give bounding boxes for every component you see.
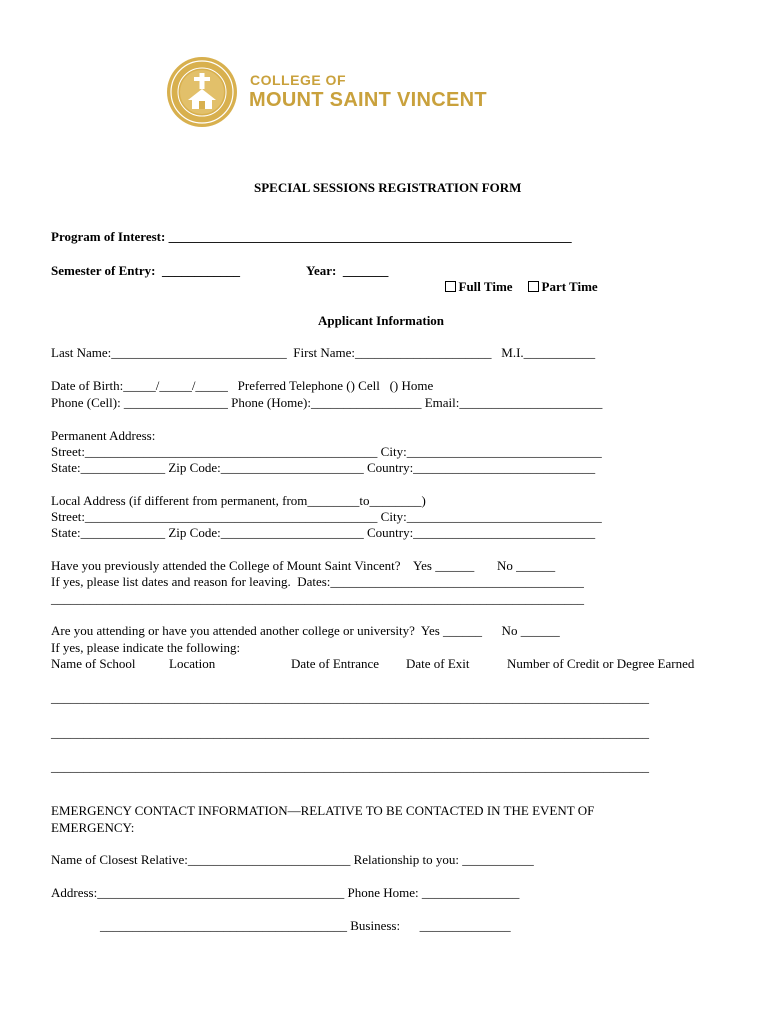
column-credit-or-degree: Number of Credit or Degree Earned xyxy=(507,656,695,671)
dob-phone-pref-fields[interactable]: Date of Birth:_____/_____/_____ Preferred Telephone () Cell () Home xyxy=(51,378,434,393)
local-address-heading[interactable]: Local Address (if different from permanent, from________to________) xyxy=(51,493,426,508)
other-college-question[interactable]: Are you attending or have you attended another college or university? Yes ______ No ______ xyxy=(51,623,560,638)
checkbox-icon[interactable] xyxy=(528,281,539,292)
column-date-of-entrance: Date of Entrance xyxy=(291,656,380,671)
emergency-contact-heading: EMERGENCY CONTACT INFORMATION—RELATIVE TO BE CONTACTED IN THE EVENT OF xyxy=(51,803,595,818)
part-time-label: Part Time xyxy=(541,279,598,294)
address-phone-home-fields[interactable]: Address:______________________________________ Phone Home: _______________ xyxy=(51,885,520,900)
college-entry-row[interactable]: ____________________________________________________________________________________________ xyxy=(51,759,649,774)
full-time-option[interactable] xyxy=(438,263,513,295)
other-college-hint: If yes, please indicate the following: xyxy=(51,640,241,655)
college-seal-icon xyxy=(166,56,238,128)
column-name-of-school: Name of School xyxy=(51,656,136,671)
permanent-state-zip-country-fields[interactable]: State:_____________ Zip Code:______________________ Country:____________________________ xyxy=(51,460,596,475)
relative-name-relationship-fields[interactable]: Name of Closest Relative:_________________________ Relationship to you: ___________ xyxy=(51,852,534,867)
previously-attended-question[interactable]: Have you previously attended the College of Mount Saint Vincent? Yes ______ No ______ xyxy=(51,558,556,573)
attended-reason-field[interactable]: __________________________________________________________________________________ xyxy=(51,591,584,606)
part-time-option[interactable] xyxy=(521,263,598,295)
college-logo xyxy=(166,56,536,132)
permanent-address-heading: Permanent Address: xyxy=(51,428,156,443)
name-fields[interactable]: Last Name:___________________________ First Name:_____________________ M.I.___________ xyxy=(51,345,596,360)
local-state-zip-country-fields[interactable]: State:_____________ Zip Code:______________________ Country:____________________________ xyxy=(51,525,596,540)
emergency-contact-heading-cont: EMERGENCY: xyxy=(51,820,135,835)
applicant-info-heading: Applicant Information xyxy=(318,313,445,328)
checkbox-icon[interactable] xyxy=(445,281,456,292)
full-time-label: Full Time xyxy=(458,279,513,294)
attended-dates-field[interactable]: If yes, please list dates and reason for leaving. Dates:_______________________________________ xyxy=(51,574,584,589)
column-location: Location xyxy=(169,656,216,671)
logo-line-1: COLLEGE OF xyxy=(250,72,346,88)
permanent-street-city-fields[interactable]: Street:_____________________________________________ City:______________________________ xyxy=(51,444,602,459)
college-entry-row[interactable]: ____________________________________________________________________________________________ xyxy=(51,725,649,740)
column-date-of-exit: Date of Exit xyxy=(406,656,470,671)
address-business-fields[interactable]: ______________________________________ Business: ______________ xyxy=(100,918,511,933)
phone-email-fields[interactable]: Phone (Cell): ________________ Phone (Home):_________________ Email:______________________ xyxy=(51,395,603,410)
college-entry-row[interactable]: ____________________________________________________________________________________________ xyxy=(51,690,649,705)
year-field[interactable]: Year: _______ xyxy=(306,263,389,278)
semester-of-entry-field[interactable]: Semester of Entry: ____________ xyxy=(51,263,240,278)
logo-line-2: MOUNT SAINT VINCENT xyxy=(249,89,487,111)
form-title: SPECIAL SESSIONS REGISTRATION FORM xyxy=(254,180,522,195)
local-street-city-fields[interactable]: Street:_____________________________________________ City:______________________________ xyxy=(51,509,602,524)
program-of-interest-field[interactable]: Program of Interest: ______________________________________________________________ xyxy=(51,229,572,244)
